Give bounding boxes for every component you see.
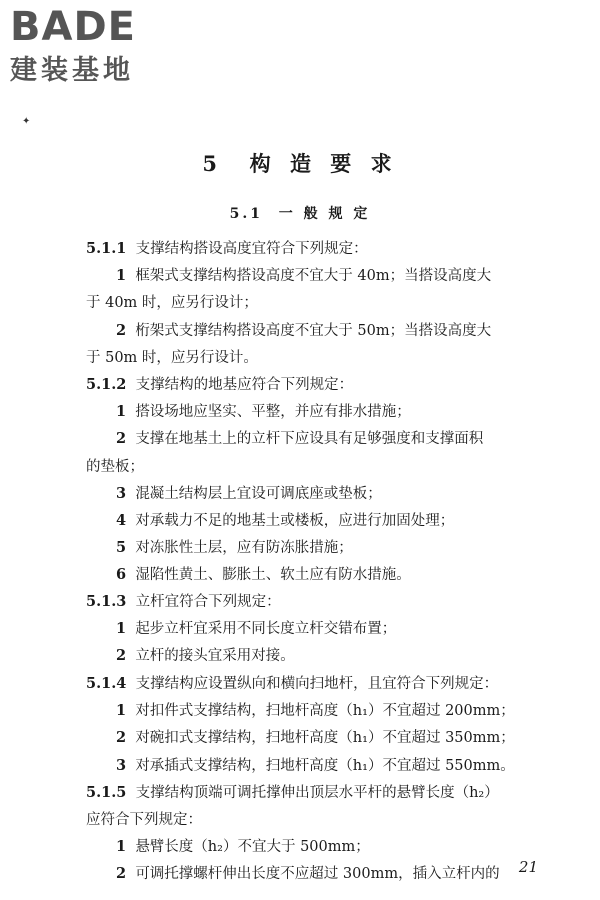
item-number: 3 [116, 485, 127, 502]
item-line [116, 620, 396, 638]
page-number: 21 [518, 858, 538, 876]
scan-speck-icon: ✦ [22, 116, 31, 127]
item-line [116, 566, 411, 584]
item-line [116, 729, 515, 747]
continuation-line [86, 294, 258, 312]
line-text: 对扣件式支撑结构，扫地杆高度（h₁）不宜超过 200mm； [135, 703, 515, 719]
item-line [116, 865, 500, 883]
section-title: 一 般 规 定 [278, 206, 371, 222]
item-number: 1 [116, 702, 127, 719]
line-text: 可调托撑螺杆伸出长度不应超过 300mm，插入立杆内的 [135, 866, 500, 882]
clause-line [86, 593, 281, 611]
chapter-number: 5 [202, 151, 224, 176]
line-text: 对冻胀性土层，应有防冻胀措施； [135, 540, 353, 556]
clause-line [86, 784, 499, 802]
line-text: 于 50m 时，应另行设计。 [86, 350, 258, 366]
item-number: 4 [116, 512, 127, 529]
item-line [116, 702, 515, 720]
item-line [116, 647, 295, 665]
logo-tagline: 建装基地 [10, 55, 134, 86]
line-text: 应符合下列规定： [86, 812, 202, 828]
item-number: 1 [116, 267, 127, 284]
line-text: 对碗扣式支撑结构，扫地杆高度（h₁）不宜超过 350mm； [135, 730, 515, 746]
clause-number: 5.1.1 [86, 240, 127, 257]
line-text: 起步立杆宜采用不同长度立杆交错布置； [135, 621, 397, 637]
continuation-line [86, 349, 258, 367]
line-text: 支撑结构顶端可调托撑伸出顶层水平杆的悬臂长度（h₂） [135, 785, 499, 801]
item-line [116, 322, 491, 340]
item-line [116, 512, 454, 530]
item-number: 3 [116, 757, 127, 774]
clause-line [86, 376, 353, 394]
section-number: 5.1 [229, 206, 263, 222]
chapter-title: 构 造 要 求 [249, 151, 398, 176]
line-text: 混凝土结构层上宜设可调底座或垫板； [135, 486, 382, 502]
line-text: 对承插式支撑结构，扫地杆高度（h₁）不宜超过 550mm。 [135, 758, 515, 774]
line-text: 的垫板； [86, 459, 144, 475]
item-line [116, 838, 370, 856]
item-number: 1 [116, 838, 127, 855]
item-number: 2 [116, 322, 127, 339]
line-text: 对承载力不足的地基土或楼板，应进行加固处理； [135, 513, 455, 529]
line-text: 支撑结构应设置纵向和横向扫地杆，且宜符合下列规定： [135, 676, 499, 692]
item-number: 5 [116, 539, 127, 556]
clause-number: 5.1.3 [86, 593, 127, 610]
item-line [116, 403, 411, 421]
section-heading [0, 203, 600, 223]
chapter-heading [0, 148, 600, 178]
item-number: 1 [116, 620, 127, 637]
line-text: 支撑结构搭设高度宜符合下列规定： [135, 241, 368, 257]
clause-number: 5.1.4 [86, 675, 127, 692]
item-number: 2 [116, 430, 127, 447]
item-number: 2 [116, 647, 127, 664]
line-text: 于 40m 时，应另行设计； [86, 295, 258, 311]
line-text: 立杆的接头宜采用对接。 [135, 648, 295, 664]
brand-logo [10, 6, 180, 96]
continuation-line [86, 458, 144, 476]
line-text: 湿陷性黄土、膨胀土、软土应有防水措施。 [135, 567, 411, 583]
line-text: 支撑结构的地基应符合下列规定： [135, 377, 354, 393]
line-text: 支撑在地基土上的立杆下应设具有足够强度和支撑面积 [135, 431, 484, 447]
line-text: 搭设场地应坚实、平整，并应有排水措施； [135, 404, 411, 420]
continuation-line [86, 811, 202, 829]
logo-brand-text: BADE [10, 4, 136, 50]
clause-line [86, 240, 368, 258]
line-text: 桁架式支撑结构搭设高度不宜大于 50m；当搭设高度大 [135, 323, 492, 339]
item-line [116, 267, 491, 285]
item-number: 2 [116, 729, 127, 746]
item-line [116, 539, 353, 557]
line-text: 悬臂长度（h₂）不宜大于 500mm； [135, 839, 370, 855]
item-line [116, 430, 483, 448]
clause-number: 5.1.5 [86, 784, 127, 801]
clause-line [86, 675, 498, 693]
item-line [116, 485, 382, 503]
item-number: 2 [116, 865, 127, 882]
item-line [116, 757, 515, 775]
item-number: 1 [116, 403, 127, 420]
item-number: 6 [116, 566, 127, 583]
line-text: 框架式支撑结构搭设高度不宜大于 40m；当搭设高度大 [135, 268, 492, 284]
clause-number: 5.1.2 [86, 376, 127, 393]
line-text: 立杆宜符合下列规定： [135, 594, 281, 610]
